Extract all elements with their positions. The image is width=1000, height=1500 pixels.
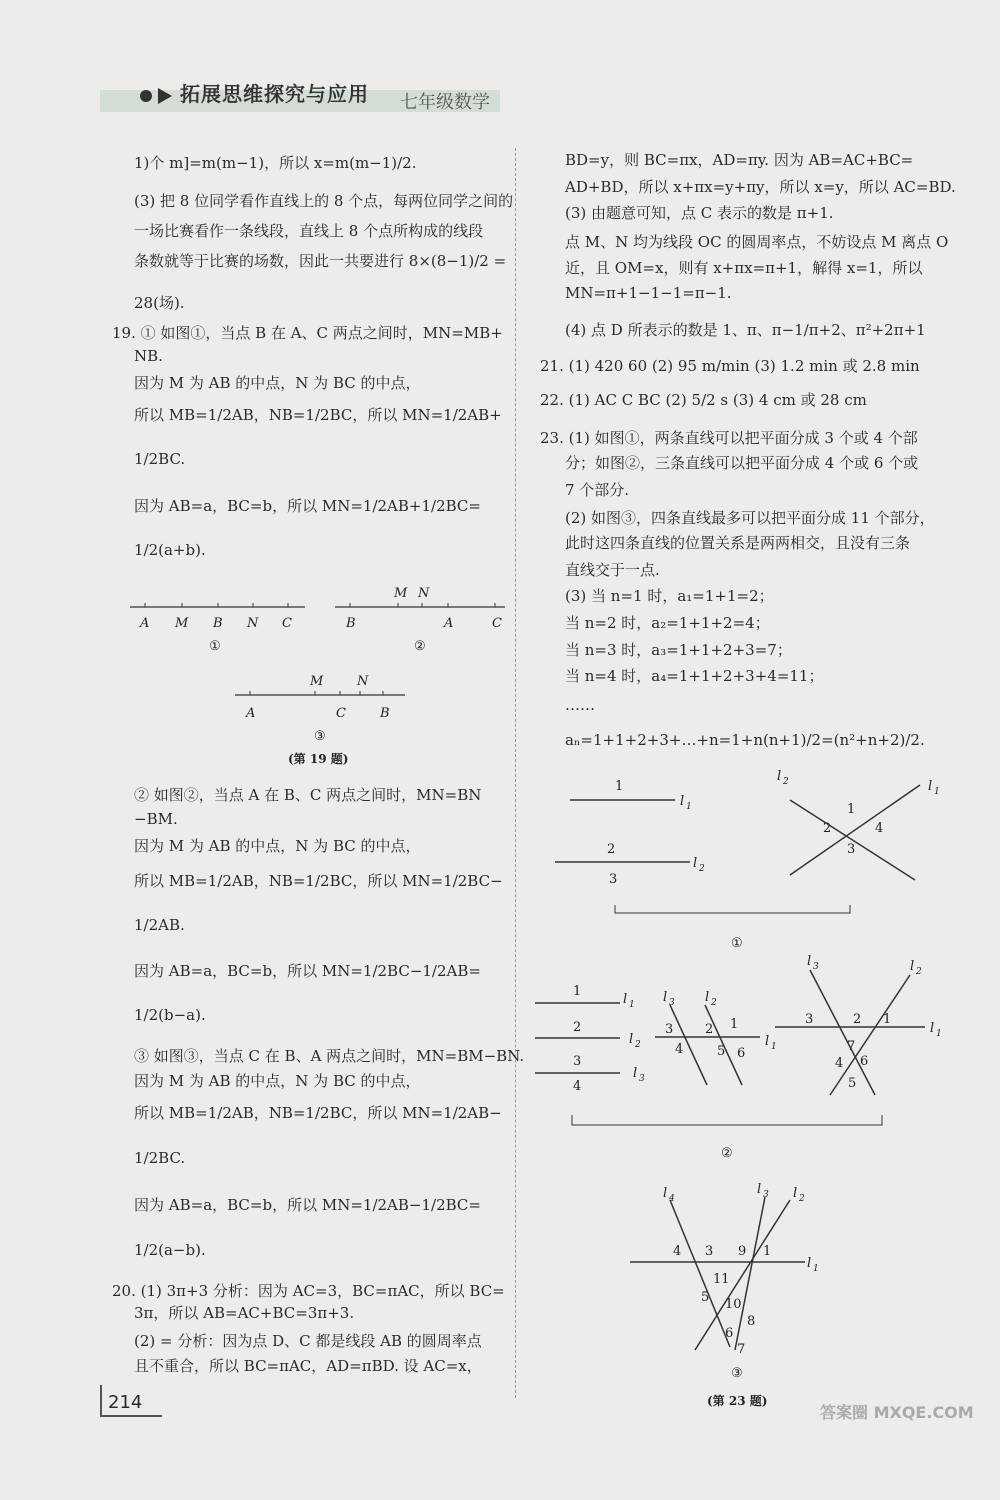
svg-text:1: 1 bbox=[934, 787, 940, 797]
svg-text:B: B bbox=[346, 616, 356, 631]
text-line: 28(场). bbox=[134, 294, 185, 312]
svg-text:7: 7 bbox=[737, 1342, 746, 1357]
svg-text:5: 5 bbox=[717, 1044, 726, 1059]
svg-text:4: 4 bbox=[669, 1194, 675, 1204]
svg-text:C: C bbox=[282, 616, 292, 631]
svg-text:2: 2 bbox=[699, 864, 705, 874]
text-line: 此时这四条直线的位置关系是两两相交，且没有三条 bbox=[565, 534, 911, 552]
svg-text:l: l bbox=[930, 1021, 935, 1036]
svg-text:10: 10 bbox=[725, 1297, 742, 1312]
text-line: 1)个 m]=m(m−1)，所以 x=m(m−1)/2. bbox=[134, 154, 417, 172]
text-line: 3π，所以 AB=AC+BC=3π+3. bbox=[134, 1304, 355, 1322]
svg-text:l: l bbox=[757, 1182, 762, 1197]
page-header bbox=[100, 76, 500, 116]
svg-text:2: 2 bbox=[635, 1040, 641, 1050]
svg-text:3: 3 bbox=[669, 998, 675, 1008]
svg-text:1: 1 bbox=[883, 1012, 892, 1027]
figure-19-caption: (第 19 题) bbox=[288, 752, 349, 766]
column-divider bbox=[515, 148, 516, 1398]
text-line: (4) 点 D 所表示的数是 1、π、π−1/π+2、π²+2π+1 bbox=[565, 321, 926, 339]
text-line: 当 n=2 时，a₂=1+1+2=4； bbox=[565, 614, 770, 632]
figure-23-part-3 bbox=[630, 1182, 819, 1381]
svg-text:B: B bbox=[213, 616, 223, 631]
svg-text:5: 5 bbox=[701, 1290, 710, 1305]
svg-text:3: 3 bbox=[639, 1074, 645, 1084]
svg-text:2: 2 bbox=[783, 777, 789, 787]
question-23: 23. (1) 如图①，两条直线可以把平面分成 3 个或 4 个部 bbox=[540, 429, 918, 447]
figure-23-caption: (第 23 题) bbox=[707, 1394, 768, 1408]
svg-text:C: C bbox=[336, 706, 346, 721]
text-line: 且不重合，所以 BC=πAC，AD=πBD. 设 AC=x， bbox=[134, 1357, 482, 1375]
svg-text:①: ① bbox=[731, 936, 743, 951]
svg-text:4: 4 bbox=[675, 1042, 684, 1057]
svg-text:1: 1 bbox=[847, 802, 856, 817]
text-line: ③ 如图③，当点 C 在 B、A 两点之间时，MN=BM−BN. bbox=[134, 1047, 525, 1065]
svg-text:A: A bbox=[246, 706, 256, 721]
text-line: ② 如图②，当点 A 在 B、C 两点之间时，MN=BN bbox=[134, 786, 482, 804]
text-line: 点 M、N 均为线段 OC 的圆周率点，不妨设点 M 离点 O bbox=[565, 233, 949, 251]
text-line: aₙ=1+1+2+3+…+n=1+n(n+1)/2=(n²+n+2)/2. bbox=[565, 731, 925, 749]
svg-text:1: 1 bbox=[813, 1264, 819, 1274]
play-arrow-icon bbox=[158, 88, 172, 104]
svg-text:2: 2 bbox=[853, 1012, 862, 1027]
text-line: 因为 M 为 AB 的中点，N 为 BC 的中点， bbox=[134, 837, 421, 855]
text-line: 7 个部分. bbox=[565, 481, 630, 499]
figure-19 bbox=[120, 575, 520, 770]
svg-text:③: ③ bbox=[314, 729, 326, 744]
svg-text:11: 11 bbox=[713, 1272, 730, 1287]
svg-text:3: 3 bbox=[705, 1244, 714, 1259]
svg-text:3: 3 bbox=[847, 842, 856, 857]
text-line: 当 n=3 时，a₃=1+1+2+3=7； bbox=[565, 641, 792, 659]
svg-text:9: 9 bbox=[738, 1244, 747, 1259]
svg-text:2: 2 bbox=[799, 1194, 805, 1204]
svg-text:2: 2 bbox=[607, 842, 616, 857]
text-line: 1/2BC. bbox=[134, 1149, 186, 1167]
svg-text:3: 3 bbox=[805, 1012, 814, 1027]
svg-text:B: B bbox=[380, 706, 390, 721]
svg-text:3: 3 bbox=[813, 962, 819, 972]
text-line: 分；如图②，三条直线可以把平面分成 4 个或 6 个或 bbox=[565, 454, 919, 472]
svg-text:l: l bbox=[680, 794, 685, 809]
svg-text:N: N bbox=[357, 674, 369, 689]
svg-text:3: 3 bbox=[609, 872, 618, 887]
svg-text:7: 7 bbox=[847, 1039, 856, 1054]
text-line: 近，且 OM=x，则有 x+πx=π+1，解得 x=1，所以 bbox=[565, 259, 923, 277]
svg-text:M: M bbox=[310, 674, 324, 689]
svg-text:1: 1 bbox=[686, 802, 692, 812]
svg-text:1: 1 bbox=[936, 1029, 942, 1039]
text-line: −BM. bbox=[134, 810, 178, 828]
figure-23 bbox=[525, 765, 950, 1415]
text-line: 所以 MB=1/2AB，NB=1/2BC，所以 MN=1/2BC− bbox=[134, 872, 503, 890]
text-line: 所以 MB=1/2AB，NB=1/2BC，所以 MN=1/2AB− bbox=[134, 1104, 502, 1122]
svg-text:4: 4 bbox=[835, 1056, 844, 1071]
book-title: 拓展思维探究与应用 bbox=[180, 82, 369, 106]
svg-text:4: 4 bbox=[875, 821, 884, 836]
text-line: (2) 如图③，四条直线最多可以把平面分成 11 个部分， bbox=[565, 509, 935, 527]
svg-text:4: 4 bbox=[673, 1244, 682, 1259]
svg-text:6: 6 bbox=[737, 1046, 746, 1061]
svg-text:5: 5 bbox=[848, 1076, 857, 1091]
svg-text:N: N bbox=[418, 586, 430, 601]
text-line: 1/2(b−a). bbox=[134, 1006, 206, 1024]
svg-text:l: l bbox=[623, 992, 628, 1007]
svg-text:2: 2 bbox=[573, 1020, 582, 1035]
svg-text:4: 4 bbox=[573, 1079, 582, 1094]
svg-text:③: ③ bbox=[731, 1366, 743, 1381]
text-line: (3) 当 n=1 时，a₁=1+1=2； bbox=[565, 587, 774, 605]
svg-text:l: l bbox=[807, 954, 812, 969]
text-line: 因为 M 为 AB 的中点，N 为 BC 的中点， bbox=[134, 374, 421, 392]
question-22: 22. (1) AC C BC (2) 5/2 s (3) 4 cm 或 28 cm bbox=[540, 391, 867, 409]
svg-text:l: l bbox=[777, 769, 782, 784]
text-line: 1/2(a−b). bbox=[134, 1241, 206, 1259]
number-line-3 bbox=[235, 674, 405, 744]
svg-text:3: 3 bbox=[763, 1190, 769, 1200]
svg-text:l: l bbox=[633, 1066, 638, 1081]
svg-text:②: ② bbox=[414, 639, 426, 654]
text-line: MN=π+1−1−1=π−1. bbox=[565, 284, 732, 302]
svg-text:l: l bbox=[928, 779, 933, 794]
question-21: 21. (1) 420 60 (2) 95 m/min (3) 1.2 min 或 2.8 min bbox=[540, 357, 920, 375]
number-line-1 bbox=[130, 603, 305, 654]
svg-text:l: l bbox=[663, 990, 668, 1005]
text-line: 所以 MB=1/2AB，NB=1/2BC，所以 MN=1/2AB+ bbox=[134, 406, 502, 424]
text-line: 因为 AB=a，BC=b，所以 MN=1/2AB+1/2BC= bbox=[134, 497, 481, 515]
svg-text:A: A bbox=[444, 616, 454, 631]
text-line: 1/2BC. bbox=[134, 450, 186, 468]
svg-text:l: l bbox=[693, 856, 698, 871]
watermark: 答案圈 MXQE.COM bbox=[820, 1403, 974, 1422]
text-line: 1/2(a+b). bbox=[134, 541, 206, 559]
svg-text:6: 6 bbox=[725, 1326, 734, 1341]
svg-text:2: 2 bbox=[711, 998, 717, 1008]
question-19: 19. ① 如图①，当点 B 在 A、C 两点之间时，MN=MB+ bbox=[112, 324, 503, 342]
svg-text:1: 1 bbox=[771, 1042, 777, 1052]
svg-text:l: l bbox=[793, 1186, 798, 1201]
text-line: (2) = 分析：因为点 D、C 都是线段 AB 的圆周率点 bbox=[134, 1332, 482, 1350]
text-line: NB. bbox=[134, 347, 163, 365]
bullet-icon bbox=[140, 90, 152, 102]
svg-text:2: 2 bbox=[705, 1022, 714, 1037]
svg-text:2: 2 bbox=[916, 967, 922, 977]
text-line: (3) 由题意可知，点 C 表示的数是 π+1. bbox=[565, 204, 834, 222]
text-line: 直线交于一点. bbox=[565, 561, 660, 579]
question-20: 20. (1) 3π+3 分析：因为 AC=3，BC=πAC，所以 BC= bbox=[112, 1282, 505, 1300]
svg-text:A: A bbox=[140, 616, 150, 631]
svg-text:6: 6 bbox=[860, 1054, 869, 1069]
text-line: 因为 AB=a，BC=b，所以 MN=1/2AB−1/2BC= bbox=[134, 1196, 481, 1214]
svg-text:C: C bbox=[492, 616, 502, 631]
book-subtitle: 七年级数学 bbox=[400, 92, 490, 113]
svg-text:l: l bbox=[705, 990, 710, 1005]
svg-text:8: 8 bbox=[747, 1314, 756, 1329]
text-line: 因为 M 为 AB 的中点，N 为 BC 的中点， bbox=[134, 1072, 421, 1090]
svg-text:1: 1 bbox=[629, 1000, 635, 1010]
text-line: …… bbox=[565, 696, 595, 714]
text-line: BD=y，则 BC=πx，AD=πy. 因为 AB=AC+BC= bbox=[565, 151, 914, 169]
svg-text:3: 3 bbox=[665, 1022, 674, 1037]
svg-text:2: 2 bbox=[823, 821, 832, 836]
svg-text:l: l bbox=[910, 959, 915, 974]
svg-text:1: 1 bbox=[615, 779, 624, 794]
svg-text:①: ① bbox=[209, 639, 221, 654]
svg-text:②: ② bbox=[721, 1146, 733, 1161]
text-line: (3) 把 8 位同学看作直线上的 8 个点，每两位同学之间的 bbox=[134, 192, 514, 210]
svg-text:M: M bbox=[175, 616, 189, 631]
number-line-2 bbox=[335, 586, 505, 654]
page-number: 214 bbox=[108, 1392, 143, 1413]
text-line: 因为 AB=a，BC=b，所以 MN=1/2BC−1/2AB= bbox=[134, 962, 481, 980]
text-line: 1/2AB. bbox=[134, 916, 185, 934]
svg-text:1: 1 bbox=[730, 1017, 739, 1032]
figure-23-part-1 bbox=[555, 769, 940, 951]
svg-text:1: 1 bbox=[573, 984, 582, 999]
svg-text:3: 3 bbox=[573, 1054, 582, 1069]
text-line: AD+BD，所以 x+πx=y+πy，所以 x=y，所以 AC=BD. bbox=[565, 178, 956, 196]
svg-text:M: M bbox=[394, 586, 408, 601]
svg-text:l: l bbox=[663, 1186, 668, 1201]
text-line: 条数就等于比赛的场数，因此一共要进行 8×(8−1)/2 = bbox=[134, 252, 507, 270]
svg-text:N: N bbox=[247, 616, 259, 631]
svg-text:l: l bbox=[765, 1034, 770, 1049]
text-line: 一场比赛看作一条线段，直线上 8 个点所构成的线段 bbox=[134, 222, 484, 240]
svg-text:1: 1 bbox=[763, 1244, 772, 1259]
svg-text:l: l bbox=[629, 1032, 634, 1047]
figure-23-part-2 bbox=[535, 954, 942, 1161]
svg-text:l: l bbox=[807, 1256, 812, 1271]
text-line: 当 n=4 时，a₄=1+1+2+3+4=11； bbox=[565, 667, 824, 685]
